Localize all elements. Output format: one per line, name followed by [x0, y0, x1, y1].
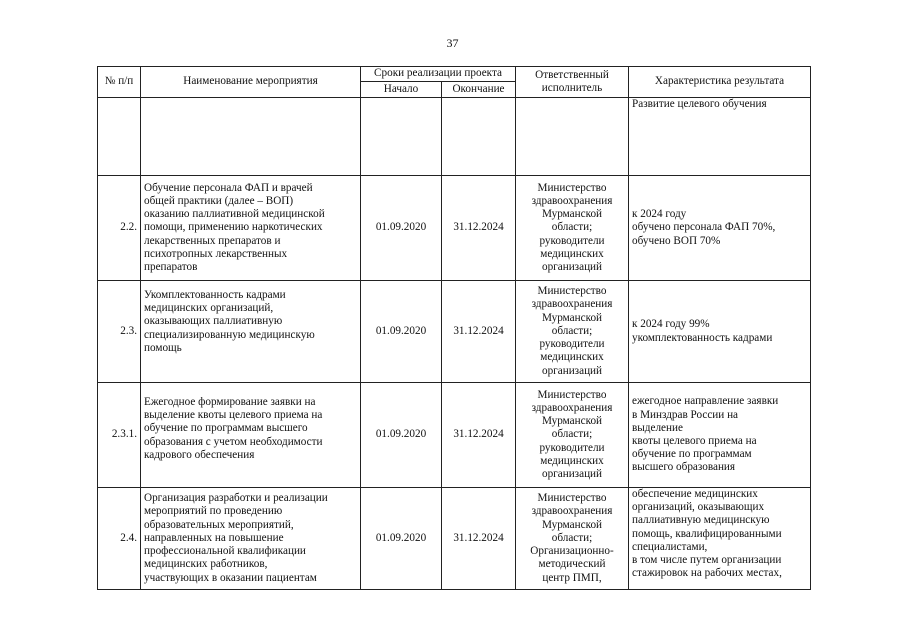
row-result: Развитие целевого обучения — [629, 98, 811, 176]
row-result: обеспечение медицинских организаций, оказывающих паллиативную медицинскую помощь, квалифицированными специалистами, в том числе путем организации стажировок на рабочих местах, — [629, 488, 811, 590]
row-end: 31.12.2024 — [442, 488, 516, 590]
row-start: 01.09.2020 — [361, 488, 442, 590]
row-start: 01.09.2020 — [361, 176, 442, 281]
row-name: Укомплектованность кадрами медицинских организаций, оказывающих паллиативную специализированную медицинскую помощь — [141, 281, 361, 383]
row-responsible: Министерство здравоохранения Мурманской области; Организационно- методический центр ПМП, — [516, 488, 629, 590]
row-name — [141, 98, 361, 176]
row-start: 01.09.2020 — [361, 281, 442, 383]
header-start: Начало — [361, 82, 442, 98]
table-row — [98, 98, 811, 176]
row-end: 31.12.2024 — [442, 281, 516, 383]
row-responsible — [516, 98, 629, 176]
header-end: Окончание — [442, 82, 516, 98]
row-responsible: Министерство здравоохранения Мурманской области; руководители медицинских организаций — [516, 383, 629, 488]
activities-table — [97, 66, 811, 590]
table-row — [98, 383, 811, 488]
row-responsible: Министерство здравоохранения Мурманской области; руководители медицинских организаций — [516, 176, 629, 281]
row-number — [98, 98, 141, 176]
header-period: Сроки реализации проекта — [361, 67, 516, 82]
row-start: 01.09.2020 — [361, 383, 442, 488]
row-responsible: Министерство здравоохранения Мурманской области; руководители медицинских организаций — [516, 281, 629, 383]
row-number: 2.3. — [98, 281, 141, 383]
row-result: ежегодное направление заявки в Минздрав России на выделение квоты целевого приема на обучение по программам высшего образования — [629, 383, 811, 488]
table-row — [98, 281, 811, 383]
header-number: № п/п — [98, 67, 141, 98]
row-name: Организация разработки и реализации мероприятий по проведению образовательных мероприятий, направленных на повышение профессиональной квалификации медицинских работников, участвующих в оказании пациентам — [141, 488, 361, 590]
row-start — [361, 98, 442, 176]
row-end: 31.12.2024 — [442, 176, 516, 281]
row-name: Ежегодное формирование заявки на выделение квоты целевого приема на обучение по программам высшего образования с учетом необходимости кадрового обеспечения — [141, 383, 361, 488]
row-result: к 2024 году обучено персонала ФАП 70%, обучено ВОП 70% — [629, 176, 811, 281]
row-number: 2.3.1. — [98, 383, 141, 488]
page-number: 37 — [446, 36, 459, 50]
row-end: 31.12.2024 — [442, 383, 516, 488]
row-end — [442, 98, 516, 176]
header-name: Наименование мероприятия — [141, 67, 361, 98]
table-row — [98, 176, 811, 281]
header-responsible: Ответственный исполнитель — [516, 67, 629, 98]
row-number: 2.2. — [98, 176, 141, 281]
row-result: к 2024 году 99% укомплектованность кадрами — [629, 281, 811, 383]
row-name: Обучение персонала ФАП и врачей общей практики (далее – ВОП) оказанию паллиативной медицинской помощи, применению наркотических лекарственных препаратов и психотропных лекарственных препаратов — [141, 176, 361, 281]
row-number: 2.4. — [98, 488, 141, 590]
header-result: Характеристика результата — [629, 67, 811, 98]
table-row — [98, 488, 811, 590]
